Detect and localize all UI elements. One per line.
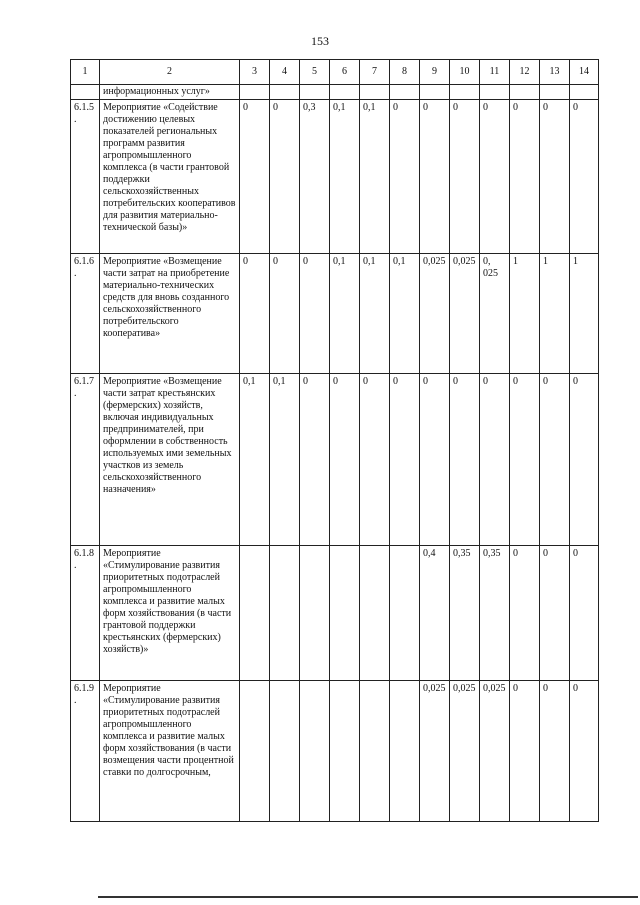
value-cell [390,546,420,681]
value-cell: 0 [390,374,420,546]
value-cell [240,546,270,681]
value-cell: 0 [510,681,540,822]
value-cell: 0 [240,100,270,254]
value-cell: 0,1 [240,374,270,546]
value-cell: 0 [540,546,570,681]
value-cell: 0 [450,374,480,546]
header-row [71,60,599,85]
value-cell: 0 [390,100,420,254]
value-cell: 0 [360,374,390,546]
value-cell: 0 [420,100,450,254]
header-cell: 7 [360,60,390,85]
header-cell: 3 [240,60,270,85]
value-cell: 0 [330,374,360,546]
value-cell: 0 [270,254,300,374]
header-cell: 8 [390,60,420,85]
value-cell: 0 [510,374,540,546]
table-row [71,254,599,374]
value-cell: 0 [420,374,450,546]
header-cell: 6 [330,60,360,85]
value-cell: 0 [270,100,300,254]
value-cell: 0,025 [420,254,450,374]
value-cell: 0,025 [480,681,510,822]
header-cell: 9 [420,60,450,85]
value-cell: 0 [450,100,480,254]
value-cell: 0 [300,374,330,546]
table-row [71,546,599,681]
value-cell: 0,025 [420,681,450,822]
row-description: Мероприятие «Стимулирование развития приоритетных подотраслей агропромышленного комплекса и развитие малых форм хозяйствования (в части возмещения части процентной ставки по долгосрочным, [100,681,240,822]
header-cell: 11 [480,60,510,85]
row-code: 6.1.8. [71,546,100,681]
row-description: Мероприятие «Возмещение части затрат на приобретение материально-технических средств для вновь созданного сельскохозяйственного потребительского кооператива» [100,254,240,374]
row-description: Мероприятие «Возмещение части затрат крестьянских (фермерских) хозяйств, включая индивидуальных предпринимателей, при оформлении в собственность используемых ими земельных участков из земель сельскохозяйственного назначения» [100,374,240,546]
value-cell [390,681,420,822]
header-cell: 5 [300,60,330,85]
row-code: 6.1.7. [71,374,100,546]
value-cell: 0 [570,100,599,254]
value-cell: 0,1 [270,374,300,546]
value-cell [270,681,300,822]
value-cell [300,546,330,681]
value-cell: 0,1 [330,100,360,254]
value-cell [330,681,360,822]
value-cell: 0 [300,254,330,374]
header-cell: 2 [100,60,240,85]
header-cell: 13 [540,60,570,85]
value-cell: 0 [240,254,270,374]
value-cell: 0 [570,546,599,681]
value-cell: 0 [540,374,570,546]
value-cell: 1 [570,254,599,374]
value-cell: 0 [510,100,540,254]
header-cell: 1 [71,60,100,85]
value-cell: 0 [540,681,570,822]
table-row [71,374,599,546]
value-cell [330,546,360,681]
value-cell: 0,35 [450,546,480,681]
row-code: 6.1.5. [71,100,100,254]
header-cell: 12 [510,60,540,85]
value-cell [270,546,300,681]
indicators-table [70,59,599,822]
value-cell: 1 [510,254,540,374]
header-cell: 10 [450,60,480,85]
value-cell: 0 [480,374,510,546]
value-cell: 0 [510,546,540,681]
header-cell: 14 [570,60,599,85]
value-cell: 0,1 [390,254,420,374]
value-cell: 0,35 [480,546,510,681]
value-cell [360,546,390,681]
value-cell: 0,1 [360,254,390,374]
value-cell: 0 [540,100,570,254]
value-cell: 0 [570,374,599,546]
value-cell: 0,1 [330,254,360,374]
header-cell: 4 [270,60,300,85]
value-cell: 0, 025 [480,254,510,374]
value-cell [360,681,390,822]
scan-edge-line [98,896,638,898]
value-cell: 0 [480,100,510,254]
value-cell: 0 [570,681,599,822]
continuation-row [71,85,599,100]
row-description: Мероприятие «Содействие достижению целевых показателей региональных программ развития агропромышленного комплекса (в части грантовой поддержки сельскохозяйственных потребительских кооперативов для развития материально-технической базы)» [100,100,240,254]
value-cell [240,681,270,822]
continuation-text: информационных услуг» [100,85,240,100]
row-description: Мероприятие «Стимулирование развития приоритетных подотраслей агропромышленного комплекса и развитие малых форм хозяйствования (в части грантовой поддержки крестьянских (фермерских) хозяйств)» [100,546,240,681]
value-cell: 0,025 [450,681,480,822]
page-number: 153 [311,34,329,48]
value-cell: 0,1 [360,100,390,254]
row-code: 6.1.6. [71,254,100,374]
table-row [71,681,599,822]
value-cell: 0,4 [420,546,450,681]
value-cell: 0,025 [450,254,480,374]
row-code: 6.1.9. [71,681,100,822]
value-cell: 1 [540,254,570,374]
value-cell: 0,3 [300,100,330,254]
table-row [71,100,599,254]
value-cell [300,681,330,822]
